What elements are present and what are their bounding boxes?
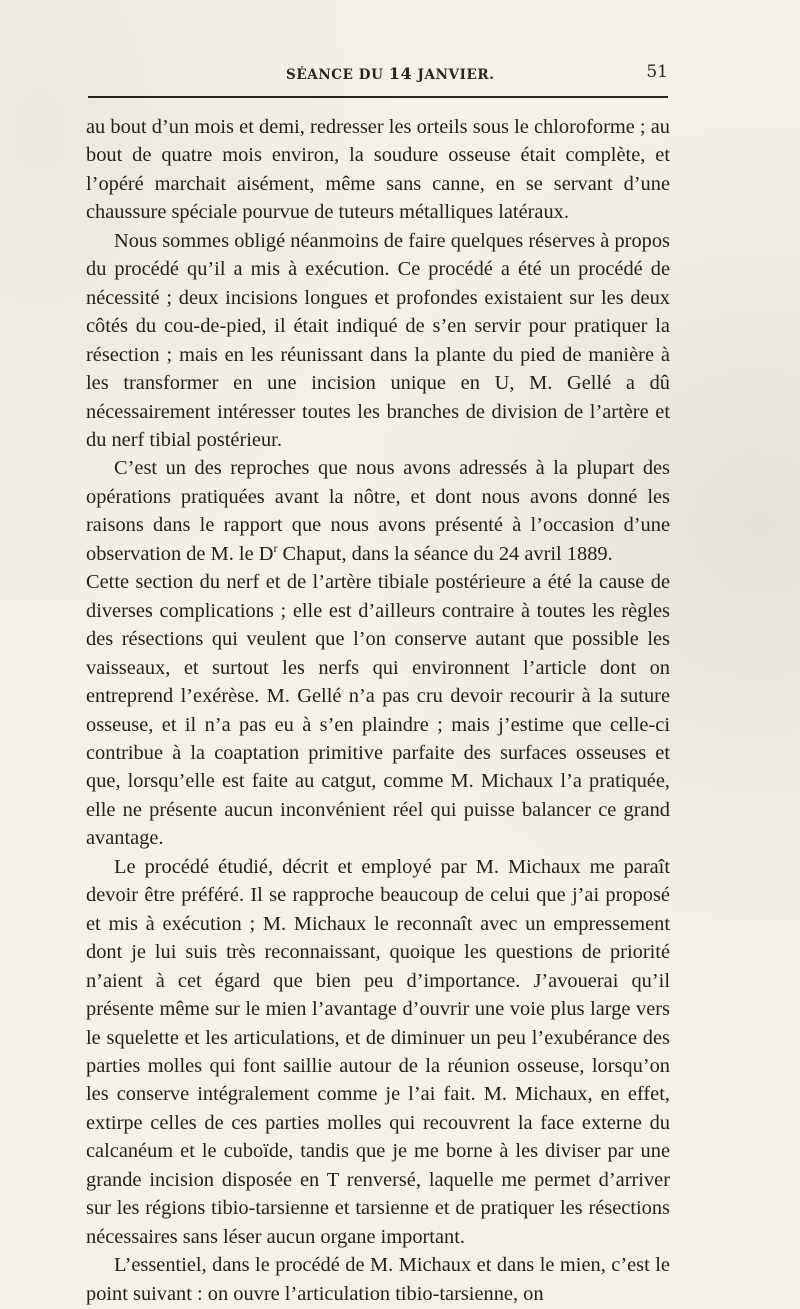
paragraph-5: Le procédé étudié, décrit et employé par M. Michaux me paraît devoir être préféré. Il se rapproche beaucoup de celui que j’ai proposé et mis à exécution ; M. Michaux le reconnaît avec un empressement dont je lui suis très reconnaissant, quoique les questions de priorité n’aient à cet égard que bien peu d’importance. J’avouerai qu’il présente même sur le mien l’avantage d’ouvrir une voie plus large vers le squelette et les articulations, et de diminuer un peu l’exubérance des parties molles qui font saillie autour de la réunion osseuse, lorsqu’on les conserve intégralement comme je l’ai fait. M. Michaux, en effet, extirpe celles de ces parties molles qui recouvrent la face externe du calcanéum et le cuboïde, tandis que je me borne à les diviser par une grande incision disposée en T renversé, laquelle me permet d’arriver sur les régions tibio-tarsienne et tarsienne et de pratiquer les résections nécessaires sans léser aucun organe important. <box>86 855 670 1248</box>
doctor-abbrev-superscript: r <box>273 541 278 555</box>
running-title <box>286 64 495 83</box>
paragraph-6: L’essentiel, dans le procédé de M. Michaux et dans le mien, c’est le point suivant : on ouvre l’articulation tibio-tarsienne, on <box>86 1254 670 1305</box>
running-title-date: 14 <box>388 64 413 83</box>
paragraph-1: au bout d’un mois et demi, redresser les orteils sous le chloroforme ; au bout de quatre mois environ, la soudure osseuse était complète, et l’opéré marchait aisément, même sans canne, en se servant d’une chaussure spéciale pourvue de tuteurs métalliques latéraux. <box>86 116 670 224</box>
paragraph-2: Nous sommes obligé néanmoins de faire quelques réserves à propos du procédé qu’il a mis à exécution. Ce procédé a été un procédé de nécessité ; deux incisions longues et profondes existaient sur les deux côtés du cou-de-pied, il était indiqué de s’en servir pour pratiquer la résection ; mais en les réunissant dans la plante du pied de manière à les transformer en une incision unique en U, M. Gellé a dû nécessairement intéresser toutes les branches de division de l’artère et du nerf tibial postérieur. <box>86 229 670 451</box>
page-header <box>88 62 668 88</box>
running-title-text: SÉANCE DU <box>286 67 389 83</box>
paragraph-3 <box>86 454 670 568</box>
paragraph-3-text: C’est un des reproches que nous avons adressés à la plupart des opérations pratiquées avant la nôtre, et dont nous avons donné les raisons dans le rapport que nous avons présenté à l’occasion d’une observation de M. le D <box>86 457 670 565</box>
running-title-month: JANVIER. <box>412 67 495 83</box>
header-rule <box>88 96 668 98</box>
paragraph-3-continuation: Chaput, dans la séance du 24 avril 1889. <box>277 542 613 565</box>
paragraph-4: Cette section du nerf et de l’artère tibiale postérieure a été la cause de diverses complications ; elle est d’ailleurs contraire à toutes les règles des résections qui veulent que l’on conserve autant que possible les vaisseaux, et surtout les nerfs qui environnent l’article dont on entreprend l’exérèse. M. Gellé n’a pas cru devoir recourir à la suture osseuse, et il n’a pas eu à s’en plaindre ; mais j’estime que celle-ci contribue à la coaptation primitive parfaite des surfaces osseuses et que, lorsqu’elle est faite au catgut, comme M. Michaux l’a pratiquée, elle ne présente aucun inconvénient réel qui puisse balancer ce grand avantage. <box>86 571 670 850</box>
page-number: 51 <box>646 62 668 82</box>
body-text <box>86 113 670 1308</box>
